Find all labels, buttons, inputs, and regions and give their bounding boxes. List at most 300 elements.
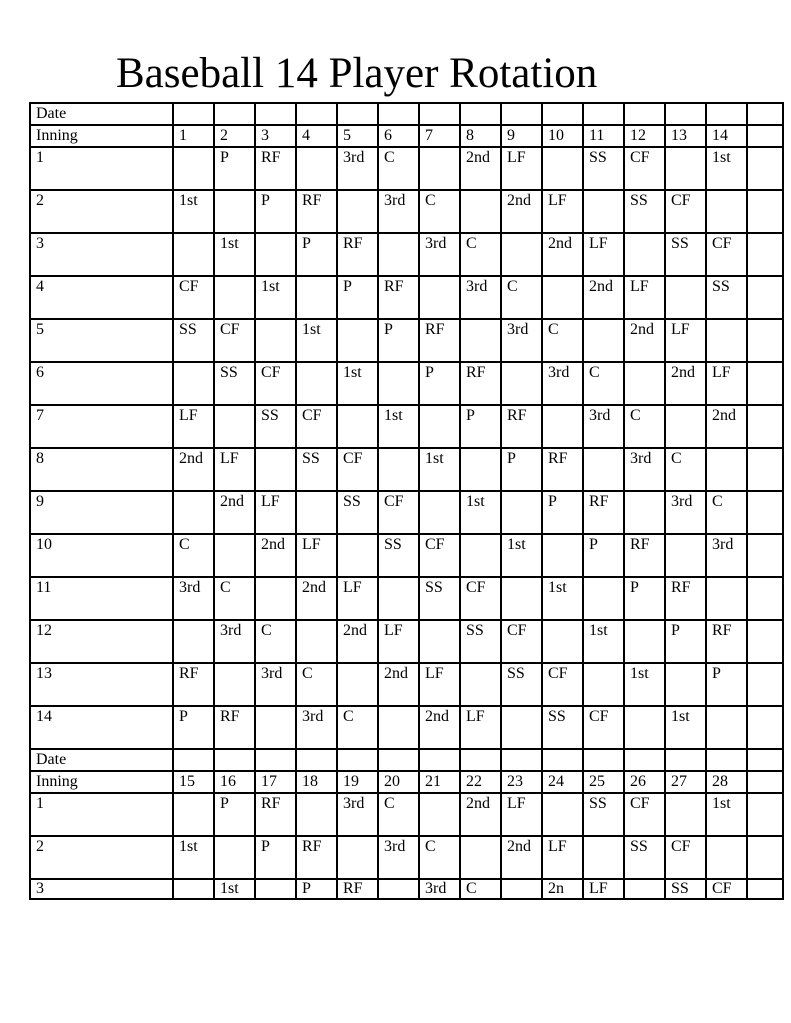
table-cell xyxy=(296,103,337,125)
table-cell xyxy=(173,362,214,405)
table-cell xyxy=(214,534,255,577)
table-cell: 3rd xyxy=(501,319,542,362)
table-cell: P xyxy=(255,190,296,233)
table-cell: LF xyxy=(419,663,460,706)
table-cell xyxy=(583,103,624,125)
table-cell xyxy=(460,103,501,125)
table-row xyxy=(30,190,783,233)
table-cell xyxy=(255,706,296,749)
table-cell: 17 xyxy=(255,771,296,793)
table-cell: RF xyxy=(665,577,706,620)
table-cell: 28 xyxy=(706,771,747,793)
table-cell: SS xyxy=(460,620,501,663)
table-cell xyxy=(214,276,255,319)
table-cell: 2nd xyxy=(214,491,255,534)
table-cell: RF xyxy=(255,147,296,190)
rotation-table-body xyxy=(30,103,783,899)
table-cell: 24 xyxy=(542,771,583,793)
table-cell xyxy=(501,362,542,405)
table-cell: SS xyxy=(706,276,747,319)
table-cell: LF xyxy=(173,405,214,448)
table-cell: C xyxy=(419,190,460,233)
row-label-cell: 2 xyxy=(30,190,173,233)
table-cell xyxy=(337,405,378,448)
table-cell xyxy=(173,749,214,771)
table-cell: 19 xyxy=(337,771,378,793)
table-cell: LF xyxy=(460,706,501,749)
table-cell: 3rd xyxy=(624,448,665,491)
table-cell xyxy=(583,190,624,233)
table-cell: CF xyxy=(665,190,706,233)
table-cell xyxy=(706,190,747,233)
table-cell: C xyxy=(460,233,501,276)
table-cell xyxy=(296,620,337,663)
table-cell: 2nd xyxy=(419,706,460,749)
table-cell xyxy=(747,319,783,362)
table-cell: SS xyxy=(255,405,296,448)
table-cell xyxy=(173,879,214,899)
table-cell xyxy=(419,276,460,319)
table-cell: RF xyxy=(501,405,542,448)
table-cell xyxy=(337,534,378,577)
table-cell: 3rd xyxy=(337,793,378,836)
table-cell: 2nd xyxy=(296,577,337,620)
table-cell xyxy=(460,534,501,577)
table-row xyxy=(30,147,783,190)
table-cell: 1st xyxy=(296,319,337,362)
table-cell xyxy=(460,663,501,706)
table-cell: LF xyxy=(214,448,255,491)
table-cell: LF xyxy=(501,793,542,836)
table-cell: 14 xyxy=(706,125,747,147)
table-cell: 3rd xyxy=(419,879,460,899)
table-cell: RF xyxy=(296,836,337,879)
table-cell: P xyxy=(501,448,542,491)
table-cell xyxy=(378,577,419,620)
table-cell xyxy=(460,448,501,491)
table-cell: 3rd xyxy=(378,836,419,879)
table-cell: 1st xyxy=(706,147,747,190)
table-cell: SS xyxy=(173,319,214,362)
row-label-cell: 7 xyxy=(30,405,173,448)
table-cell: CF xyxy=(583,706,624,749)
table-row xyxy=(30,663,783,706)
table-cell: P xyxy=(337,276,378,319)
table-cell xyxy=(624,749,665,771)
table-cell xyxy=(542,276,583,319)
table-cell xyxy=(419,749,460,771)
table-cell: 1st xyxy=(460,491,501,534)
table-cell xyxy=(173,103,214,125)
table-cell: 1st xyxy=(255,276,296,319)
row-label-cell: Inning xyxy=(30,125,173,147)
table-cell xyxy=(255,233,296,276)
table-cell: RF xyxy=(296,190,337,233)
table-cell: P xyxy=(624,577,665,620)
table-cell: 21 xyxy=(419,771,460,793)
table-cell: CF xyxy=(419,534,460,577)
table-cell xyxy=(501,577,542,620)
table-cell xyxy=(665,147,706,190)
table-cell: SS xyxy=(624,836,665,879)
table-cell: CF xyxy=(460,577,501,620)
table-cell xyxy=(747,276,783,319)
table-cell xyxy=(665,663,706,706)
table-row xyxy=(30,233,783,276)
table-cell: LF xyxy=(255,491,296,534)
table-cell: RF xyxy=(337,233,378,276)
table-cell xyxy=(214,103,255,125)
table-cell: 13 xyxy=(665,125,706,147)
table-cell xyxy=(542,147,583,190)
table-row xyxy=(30,362,783,405)
table-cell xyxy=(747,190,783,233)
table-cell: C xyxy=(214,577,255,620)
table-cell xyxy=(747,836,783,879)
table-cell xyxy=(542,793,583,836)
table-cell xyxy=(214,190,255,233)
table-cell: LF xyxy=(583,233,624,276)
table-cell xyxy=(624,706,665,749)
table-cell: 1st xyxy=(624,663,665,706)
table-cell: C xyxy=(173,534,214,577)
table-cell: 1st xyxy=(214,879,255,899)
table-cell: SS xyxy=(501,663,542,706)
table-cell: 1st xyxy=(419,448,460,491)
table-cell: SS xyxy=(583,147,624,190)
table-cell xyxy=(747,125,783,147)
row-label-cell: 9 xyxy=(30,491,173,534)
table-cell xyxy=(214,749,255,771)
table-row xyxy=(30,793,783,836)
table-cell xyxy=(378,749,419,771)
table-cell xyxy=(542,405,583,448)
table-cell: SS xyxy=(542,706,583,749)
table-cell xyxy=(706,577,747,620)
table-cell xyxy=(296,491,337,534)
table-row xyxy=(30,534,783,577)
table-cell: LF xyxy=(378,620,419,663)
table-cell xyxy=(747,793,783,836)
table-cell xyxy=(337,749,378,771)
table-cell: 25 xyxy=(583,771,624,793)
table-cell xyxy=(419,620,460,663)
table-row xyxy=(30,405,783,448)
table-cell xyxy=(747,362,783,405)
table-cell xyxy=(747,405,783,448)
table-cell xyxy=(665,276,706,319)
table-cell xyxy=(747,577,783,620)
table-cell: LF xyxy=(583,879,624,899)
table-cell: RF xyxy=(337,879,378,899)
table-cell xyxy=(460,190,501,233)
table-cell: CF xyxy=(296,405,337,448)
table-cell xyxy=(583,577,624,620)
page-title: Baseball 14 Player Rotation xyxy=(116,50,598,97)
table-cell: P xyxy=(378,319,419,362)
table-cell xyxy=(460,836,501,879)
table-cell xyxy=(214,836,255,879)
table-cell: SS xyxy=(296,448,337,491)
table-cell: 2nd xyxy=(501,836,542,879)
table-cell xyxy=(378,448,419,491)
table-cell: 3rd xyxy=(337,147,378,190)
table-cell xyxy=(173,491,214,534)
row-label-cell: Date xyxy=(30,749,173,771)
table-cell: 7 xyxy=(419,125,460,147)
table-cell: CF xyxy=(337,448,378,491)
table-cell: 11 xyxy=(583,125,624,147)
table-cell: 6 xyxy=(378,125,419,147)
table-cell xyxy=(583,663,624,706)
table-cell: SS xyxy=(214,362,255,405)
table-cell: 2nd xyxy=(665,362,706,405)
table-cell: LF xyxy=(665,319,706,362)
table-cell: 2nd xyxy=(501,190,542,233)
table-cell: 4 xyxy=(296,125,337,147)
table-cell xyxy=(501,706,542,749)
table-cell: 1st xyxy=(665,706,706,749)
table-cell: RF xyxy=(706,620,747,663)
table-cell: C xyxy=(501,276,542,319)
row-label-cell: 8 xyxy=(30,448,173,491)
table-cell xyxy=(419,147,460,190)
table-cell xyxy=(624,103,665,125)
table-cell: CF xyxy=(706,879,747,899)
table-cell xyxy=(378,706,419,749)
table-cell xyxy=(747,620,783,663)
table-cell xyxy=(255,749,296,771)
table-cell: 3rd xyxy=(255,663,296,706)
table-cell: P xyxy=(460,405,501,448)
table-cell: 1st xyxy=(173,836,214,879)
table-cell: C xyxy=(255,620,296,663)
table-cell: 3rd xyxy=(419,233,460,276)
table-cell xyxy=(665,793,706,836)
table-cell: 3rd xyxy=(460,276,501,319)
table-row xyxy=(30,319,783,362)
table-cell xyxy=(665,405,706,448)
table-cell: 2nd xyxy=(542,233,583,276)
table-cell xyxy=(214,663,255,706)
table-cell xyxy=(747,233,783,276)
table-cell xyxy=(378,233,419,276)
table-cell xyxy=(624,362,665,405)
table-cell xyxy=(255,577,296,620)
table-cell: 26 xyxy=(624,771,665,793)
table-cell: SS xyxy=(665,879,706,899)
table-cell xyxy=(173,147,214,190)
table-cell xyxy=(337,663,378,706)
table-row xyxy=(30,620,783,663)
table-cell: C xyxy=(583,362,624,405)
row-label-cell: 14 xyxy=(30,706,173,749)
table-cell xyxy=(255,103,296,125)
table-cell xyxy=(747,706,783,749)
table-row xyxy=(30,125,783,147)
row-label-cell: 2 xyxy=(30,836,173,879)
table-cell xyxy=(583,448,624,491)
table-cell: 3rd xyxy=(665,491,706,534)
row-label-cell: 6 xyxy=(30,362,173,405)
table-cell xyxy=(296,362,337,405)
table-cell: 2 xyxy=(214,125,255,147)
table-row xyxy=(30,491,783,534)
table-cell xyxy=(296,147,337,190)
table-row xyxy=(30,749,783,771)
table-cell: 3rd xyxy=(583,405,624,448)
table-cell: RF xyxy=(255,793,296,836)
table-cell xyxy=(296,749,337,771)
table-cell xyxy=(747,103,783,125)
table-cell: 12 xyxy=(624,125,665,147)
table-cell: 3rd xyxy=(214,620,255,663)
table-cell: CF xyxy=(378,491,419,534)
table-cell xyxy=(624,233,665,276)
table-cell: 1st xyxy=(706,793,747,836)
table-cell: CF xyxy=(624,793,665,836)
table-cell xyxy=(419,491,460,534)
table-cell: P xyxy=(542,491,583,534)
table-cell xyxy=(501,879,542,899)
table-cell: C xyxy=(624,405,665,448)
table-cell xyxy=(296,276,337,319)
table-cell: 1st xyxy=(501,534,542,577)
table-cell xyxy=(173,793,214,836)
table-cell: C xyxy=(665,448,706,491)
table-cell: 3rd xyxy=(706,534,747,577)
table-cell xyxy=(419,793,460,836)
table-cell xyxy=(378,103,419,125)
table-cell xyxy=(542,103,583,125)
table-cell: C xyxy=(706,491,747,534)
row-label-cell: 1 xyxy=(30,147,173,190)
table-cell xyxy=(747,749,783,771)
table-cell: P xyxy=(255,836,296,879)
table-cell xyxy=(337,190,378,233)
table-cell: 2nd xyxy=(624,319,665,362)
table-cell xyxy=(378,362,419,405)
table-cell xyxy=(255,448,296,491)
table-row xyxy=(30,836,783,879)
table-cell xyxy=(501,491,542,534)
table-cell: 27 xyxy=(665,771,706,793)
table-cell xyxy=(665,103,706,125)
table-cell xyxy=(747,663,783,706)
table-cell: 1st xyxy=(542,577,583,620)
table-cell: 2nd xyxy=(378,663,419,706)
table-cell xyxy=(542,749,583,771)
table-cell: LF xyxy=(542,836,583,879)
table-cell: P xyxy=(173,706,214,749)
table-cell: 9 xyxy=(501,125,542,147)
table-cell: 2nd xyxy=(460,793,501,836)
table-cell: 18 xyxy=(296,771,337,793)
table-cell xyxy=(706,706,747,749)
table-cell xyxy=(706,103,747,125)
table-cell: 20 xyxy=(378,771,419,793)
table-cell: P xyxy=(214,793,255,836)
table-cell: 15 xyxy=(173,771,214,793)
table-cell xyxy=(173,233,214,276)
table-row xyxy=(30,276,783,319)
table-cell xyxy=(583,749,624,771)
table-cell: LF xyxy=(296,534,337,577)
table-cell: RF xyxy=(419,319,460,362)
table-cell: CF xyxy=(255,362,296,405)
table-cell: 1st xyxy=(378,405,419,448)
table-cell xyxy=(706,448,747,491)
table-cell xyxy=(747,879,783,899)
table-cell xyxy=(583,836,624,879)
table-row xyxy=(30,879,783,899)
table-cell: RF xyxy=(378,276,419,319)
row-label-cell: 13 xyxy=(30,663,173,706)
table-cell: P xyxy=(665,620,706,663)
table-cell: C xyxy=(419,836,460,879)
table-cell xyxy=(419,103,460,125)
table-row xyxy=(30,448,783,491)
table-cell: SS xyxy=(419,577,460,620)
table-cell: LF xyxy=(501,147,542,190)
table-cell: 2nd xyxy=(337,620,378,663)
table-cell: RF xyxy=(624,534,665,577)
table-cell: RF xyxy=(460,362,501,405)
table-row xyxy=(30,706,783,749)
table-cell xyxy=(665,534,706,577)
table-cell xyxy=(460,749,501,771)
table-cell: SS xyxy=(624,190,665,233)
table-cell: CF xyxy=(173,276,214,319)
row-label-cell: 4 xyxy=(30,276,173,319)
row-label-cell: 10 xyxy=(30,534,173,577)
table-cell xyxy=(255,319,296,362)
table-cell: SS xyxy=(665,233,706,276)
row-label-cell: Date xyxy=(30,103,173,125)
table-cell: P xyxy=(296,233,337,276)
table-cell: CF xyxy=(624,147,665,190)
table-cell: C xyxy=(296,663,337,706)
row-label-cell: 1 xyxy=(30,793,173,836)
table-cell xyxy=(337,319,378,362)
table-cell xyxy=(460,319,501,362)
table-cell: 2nd xyxy=(173,448,214,491)
table-cell: 22 xyxy=(460,771,501,793)
table-cell xyxy=(337,836,378,879)
table-cell: CF xyxy=(665,836,706,879)
table-cell xyxy=(583,319,624,362)
table-cell: RF xyxy=(214,706,255,749)
row-label-cell: 11 xyxy=(30,577,173,620)
table-cell: 2nd xyxy=(255,534,296,577)
table-cell xyxy=(501,103,542,125)
row-label-cell: 3 xyxy=(30,879,173,899)
table-cell: 3 xyxy=(255,125,296,147)
table-cell: SS xyxy=(378,534,419,577)
table-cell: C xyxy=(337,706,378,749)
table-cell: RF xyxy=(583,491,624,534)
table-row xyxy=(30,103,783,125)
table-cell xyxy=(747,771,783,793)
table-cell: C xyxy=(378,793,419,836)
table-cell xyxy=(747,147,783,190)
table-cell: LF xyxy=(624,276,665,319)
table-cell: 2n xyxy=(542,879,583,899)
table-row xyxy=(30,771,783,793)
row-label-cell: Inning xyxy=(30,771,173,793)
table-cell xyxy=(747,534,783,577)
table-cell xyxy=(624,491,665,534)
